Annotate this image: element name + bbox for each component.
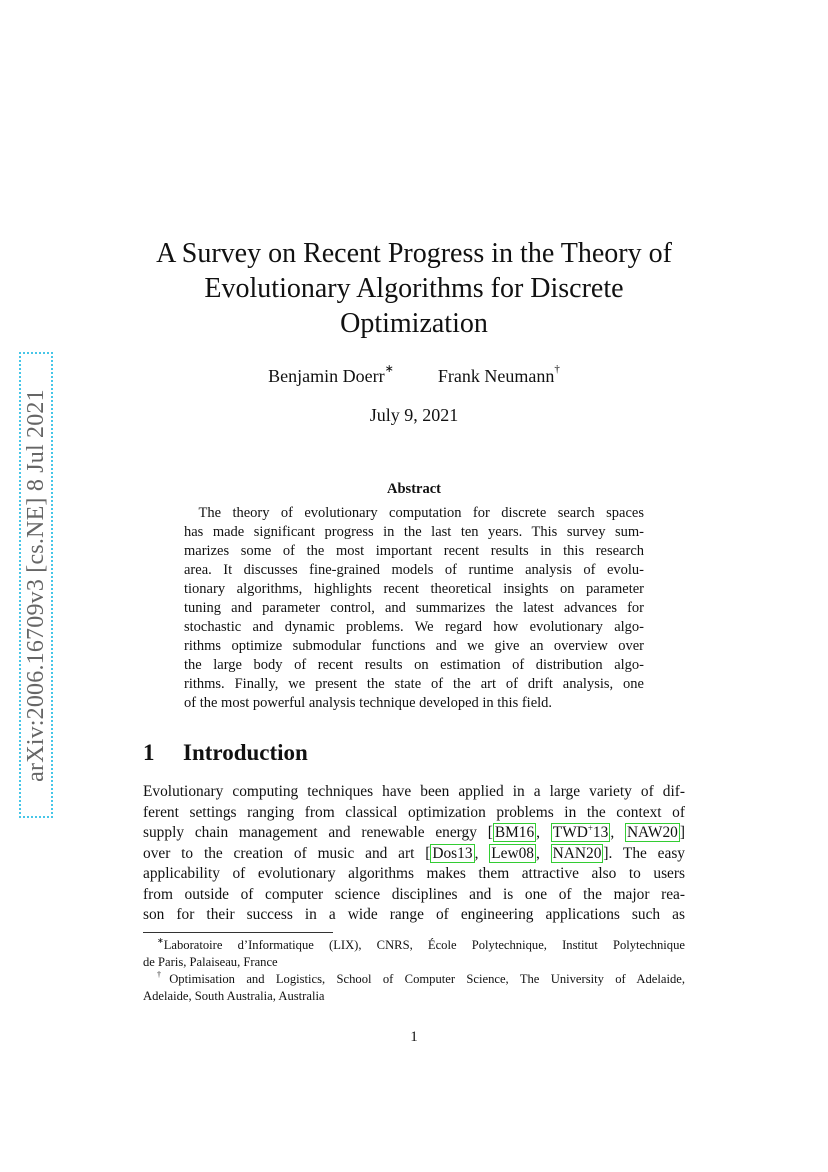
text-span: supply chain management and renewable energy [ [143,824,493,841]
arxiv-identifier: arXiv:2006.16709v3 [cs.NE] 8 Jul 2021 [22,388,49,782]
page-number: 1 [410,1029,418,1045]
footnote-line [143,971,685,988]
abstract-line: of the most powerful analysis technique developed in this field. [184,695,553,711]
title-line: Optimization [340,308,488,339]
footnote-line: de Paris, Palaiseau, France [143,955,278,969]
text-line: Evolutionary computing techniques have been applied in a large variety of dif- [143,783,685,800]
author-list [120,364,708,388]
footnotes [143,937,685,1005]
citation-text: TWD [552,824,588,841]
text-span: ] [679,824,685,841]
citation-text: 13 [592,824,609,841]
citation-sup: + [587,822,593,833]
footnote-mark: † [157,970,170,979]
abstract-line: stochastic and dynamic problems. We regard how evolutionary algo- [184,619,644,635]
author [268,364,394,388]
abstract-line: rithms optimize submodular functions and we give an overview over [184,638,644,654]
abstract-line: tuning and parameter control, and summarizes the latest advances for [184,600,644,616]
footnote-text: Optimisation and Logistics, School of Computer Science, The University of Adelaide, [169,972,686,986]
title-line: A Survey on Recent Progress in the Theory of [156,238,672,269]
footnote-mark[interactable]: ∗ [384,363,394,375]
citation-link-nan20[interactable]: NAN20 [552,844,602,862]
citation-link-dos13[interactable]: Dos13 [432,844,473,862]
text-line: from outside of computer science disciplines and is one of the major rea- [143,885,685,903]
section-title: Introduction [183,740,308,765]
abstract-line: area. It discusses fine-grained models of runtime analysis of evolu- [184,562,644,578]
text-span: over to the creation of music and art [ [143,844,431,862]
text-line: son for their success in a wide range of engineering applications such as [143,906,685,923]
author [438,364,560,388]
footnote-text: Laboratoire d’Informatique (LIX), CNRS, École Polytechnique, Institut Polytechnique [163,938,685,952]
citation-link-lew08[interactable]: Lew08 [491,844,534,862]
publication-date: July 9, 2021 [369,405,459,425]
author-name: Frank Neumann [437,366,555,386]
footnote-mark[interactable]: † [554,363,560,375]
abstract-line: marizes some of the most important recent results in this research [184,543,644,559]
intro-paragraph [143,782,685,926]
abstract-body [184,504,644,713]
author-name: Benjamin Doerr [268,366,385,386]
citation-link-twd13[interactable] [551,823,611,842]
abstract-heading: Abstract [387,481,441,497]
abstract-line: rithms. Finally, we present the state of the art of drift analysis, one [184,676,644,692]
abstract-line: tionary algorithms, highlights recent theoretical insights on parameter [184,581,644,597]
abstract-line: the large body of recent results on estimation of distribution algo- [184,657,644,673]
section-heading [143,738,308,768]
citation-link-bm16[interactable]: BM16 [494,824,535,841]
text-line: ferent settings ranging from classical optimization problems in the context of [143,803,685,821]
footnote-line [143,937,685,954]
text-line: supply chain management and renewable energy [ BM16 , TWD+13 , NAW20 ] [143,822,685,841]
citation-link-naw20[interactable]: NAW20 [626,824,678,841]
arxiv-stamp [19,352,53,818]
footnote-line: Adelaide, South Australia, Australia [143,989,325,1003]
section-number: 1 [143,740,155,765]
abstract-line: has made significant progress in the last ten years. This survey sum- [184,524,644,540]
text-span: ]. The easy [603,844,686,862]
text-line: over to the creation of music and art [ Dos13 , Lew08 , NAN20 ]. The easy [143,844,686,862]
paper-title [120,236,708,341]
footnote-divider [143,932,333,933]
footnote-mark: ∗ [157,936,164,945]
text-line: applicability of evolutionary algorithms makes them attractive also to users [143,865,685,882]
abstract-line: The theory of evolutionary computation for discrete search spaces [184,505,644,521]
title-line: Evolutionary Algorithms for Discrete [204,273,624,304]
